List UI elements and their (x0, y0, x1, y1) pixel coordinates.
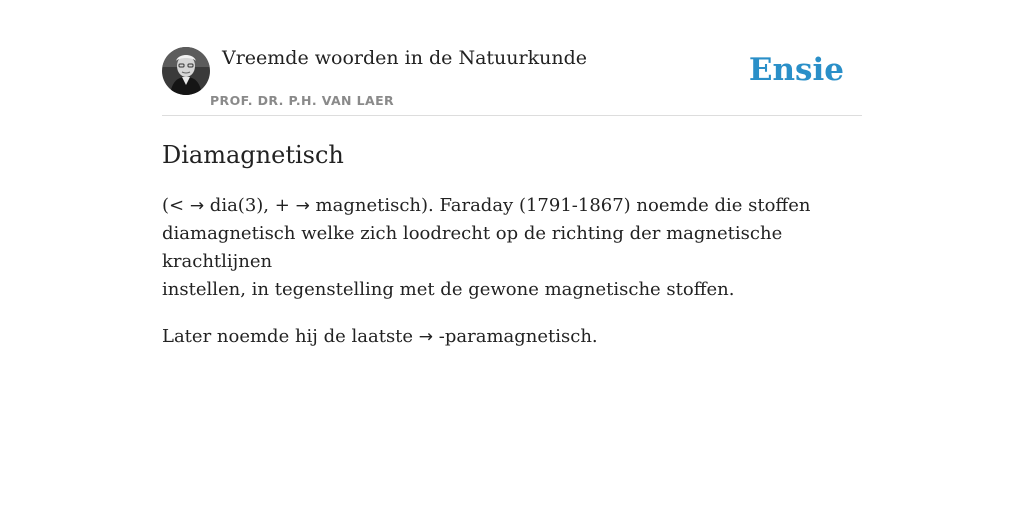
text-segment: dia(3), + (204, 195, 296, 216)
author-avatar[interactable] (162, 47, 210, 95)
text-segment: magnetisch). Faraday (1791-1867) noemde die stoffen (309, 195, 811, 216)
xref-paramagnetisch-link[interactable] (419, 326, 433, 347)
entry-paragraph-1 (162, 192, 862, 304)
text-segment: Later noemde hij de laatste (162, 326, 419, 347)
text-line: diamagnetisch welke zich loodrecht op de richting der magnetische krachtlijnen (162, 223, 783, 272)
xref-dia-link[interactable] (190, 195, 204, 216)
entry-title: Diamagnetisch (162, 141, 344, 169)
text-segment: -paramagnetisch. (433, 326, 598, 347)
arrow-right-icon: → (295, 196, 310, 216)
book-header (162, 0, 862, 116)
book-title[interactable]: Vreemde woorden in de Natuurkunde (222, 47, 587, 69)
entry-paragraph-2 (162, 323, 862, 351)
author-name[interactable]: PROF. DR. P.H. VAN LAER (210, 93, 395, 108)
ensie-logo[interactable]: Ensie (748, 52, 844, 88)
author-portrait-icon (162, 47, 210, 95)
entry-body (162, 192, 862, 370)
text-segment: (< (162, 195, 190, 216)
arrow-right-icon: → (418, 327, 434, 347)
arrow-right-icon: → (189, 196, 205, 216)
text-line: instellen, in tegenstelling met de gewone magnetische stoffen. (162, 279, 735, 300)
xref-magnetisch-link[interactable] (296, 195, 310, 216)
page-container (162, 0, 862, 512)
